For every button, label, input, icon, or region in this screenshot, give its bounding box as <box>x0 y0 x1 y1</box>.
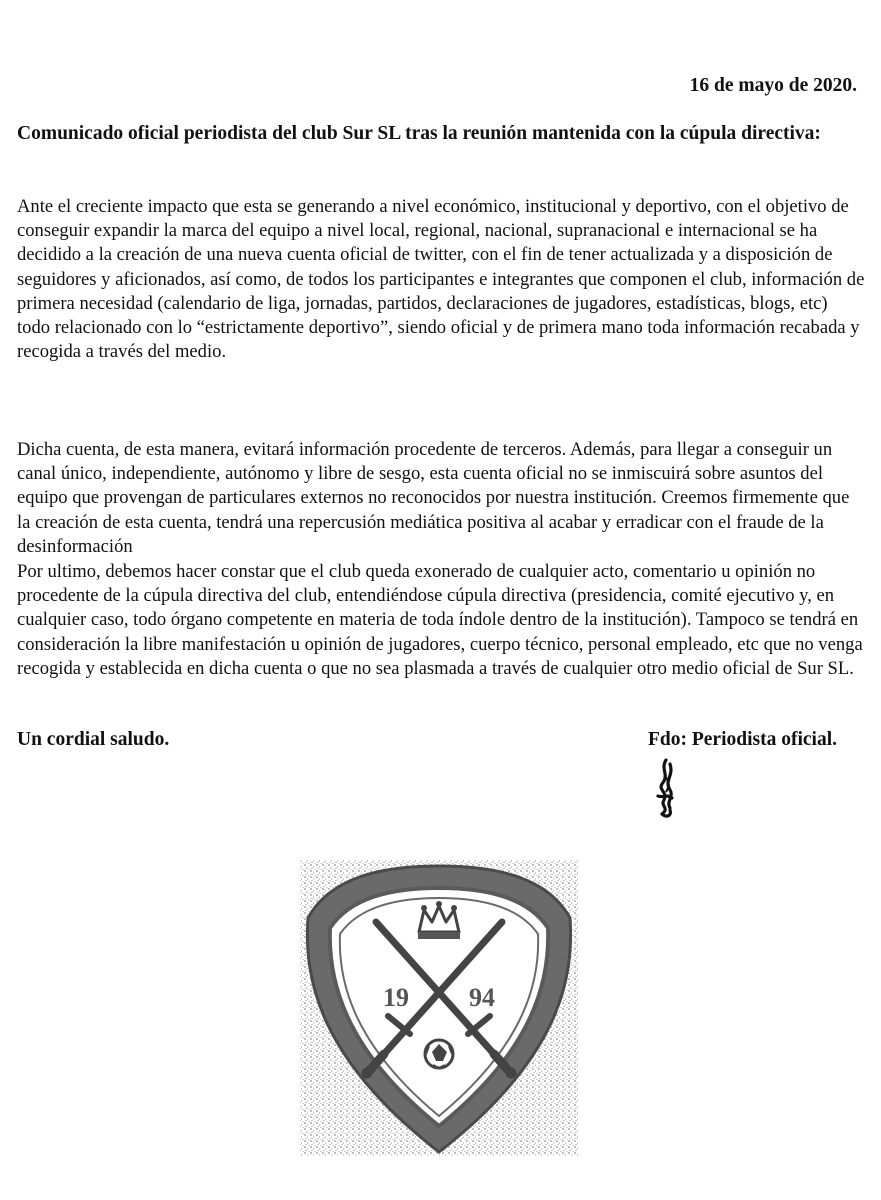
closing-greeting: Un cordial saludo. <box>17 729 170 750</box>
club-crest <box>298 858 580 1158</box>
letter-date: 16 de mayo de 2020. <box>689 75 857 96</box>
crest-emblem <box>298 858 580 1158</box>
crest-year-left: 19 <box>383 983 409 1012</box>
crown-icon <box>418 901 460 939</box>
paragraph-3: Por ultimo, debemos hacer constar que el club queda exonerado de cualquier acto, comentario u opinión no procedente de la cúpula directiva del club, entendiéndose cúpula directiva (presidencia, comité ejecutivo y, en cualquier caso, todo órgano competente en materia de toda índole dentro de la institución). Tampoco se tendrá en consideración la libre manifestación u opinión de jugadores, cuerpo técnico, personal empleado, etc que no venga recogida y establecida en dicha cuenta o que no sea plasmada a través de cualquier otro medio oficial de Sur SL. <box>17 561 863 679</box>
handwritten-signature <box>640 756 690 822</box>
signed-by: Fdo: Periodista oficial. <box>647 729 837 750</box>
paragraph-2: Dicha cuenta, de esta manera, evitará información procedente de terceros. Además, para llegar a conseguir un canal único, independiente, autónomo y libre de sesgo, esta cuenta oficial no se inmiscuirá sobre asuntos del equipo que provengan de particulares externos no reconocidos por nuestra institución. Creemos firmemente que la creación de esta cuenta, tendrá una repercusión mediática positiva al acabar y erradicar con el fraude de la desinformación <box>17 439 850 557</box>
letter-title: Comunicado oficial periodista del club Sur SL tras la reunión mantenida con la cúpula directiva: <box>17 123 821 144</box>
football-icon <box>425 1040 453 1068</box>
crest-year-right: 94 <box>469 983 495 1012</box>
paragraph-1: Ante el creciente impacto que esta se generando a nivel económico, institucional y deportivo, con el objetivo de conseguir expandir la marca del equipo a nivel local, regional, nacional, supranacional e internacional se ha decidido a la creación de una nueva cuenta oficial de twitter, con el fin de tener actualizada y a disposición de seguidores y aficionados, así como, de todos los participantes e integrantes que componen el club, información de primera necesidad (calendario de liga, jornadas, partidos, declaraciones de jugadores, estadísticas, blogs, etc) todo relacionado con lo “estrictamente deportivo”, siendo oficial y de primera mano toda información recabada y recogida a través del medio. <box>17 196 865 363</box>
